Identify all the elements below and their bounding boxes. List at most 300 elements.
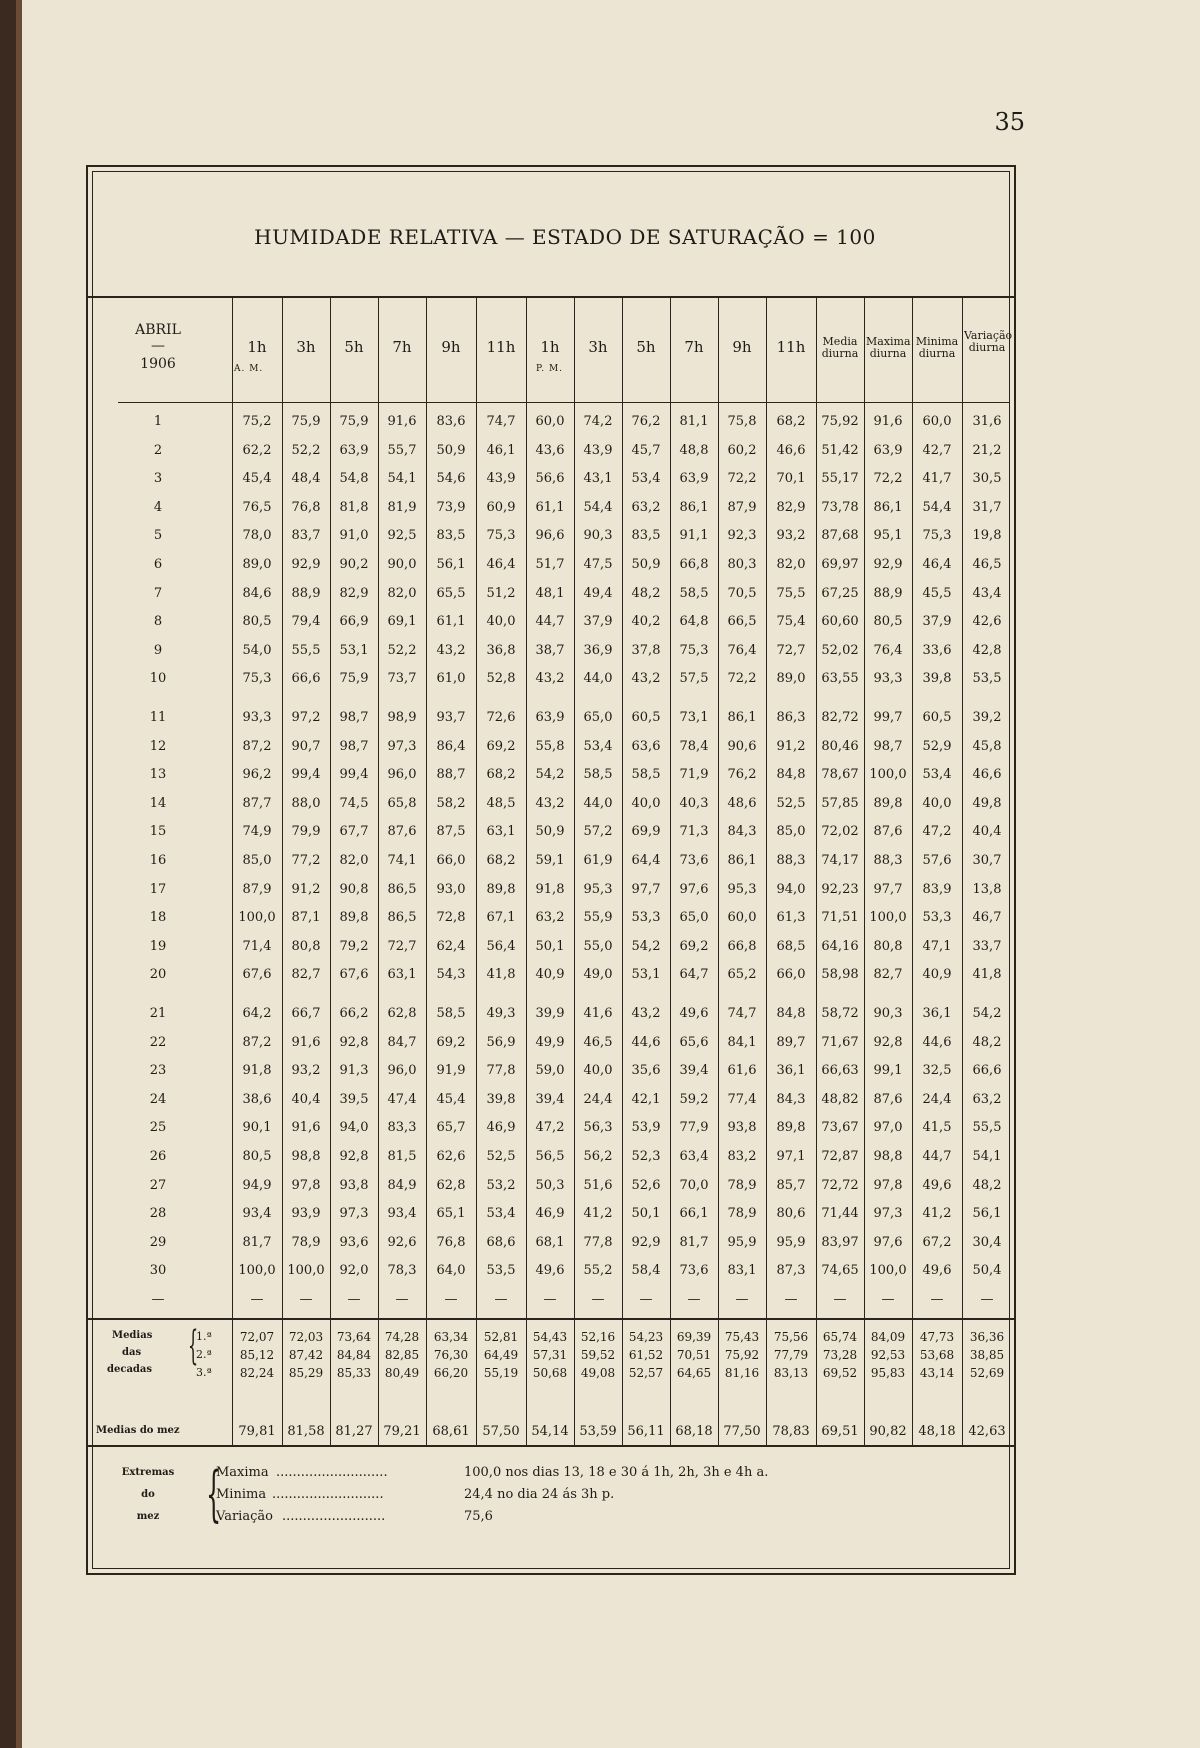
dash-cell: — xyxy=(347,1292,361,1307)
table-cell: 87,2 xyxy=(242,738,272,754)
table-cell: 67,7 xyxy=(339,824,369,840)
table-cell: 89,0 xyxy=(242,557,272,572)
table-cell: 75,3 xyxy=(922,528,952,544)
decade-cell: 64,65 xyxy=(676,1366,712,1380)
table-cell: 90,7 xyxy=(291,738,321,754)
table-cell: 73,6 xyxy=(679,1263,709,1279)
decade-cell: 38,85 xyxy=(969,1348,1005,1362)
table-cell: 93,8 xyxy=(339,1177,369,1193)
day-number: 4 xyxy=(153,499,163,515)
table-cell: 68,5 xyxy=(776,938,806,954)
table-cell: 30,5 xyxy=(972,471,1002,487)
table-cell: 82,7 xyxy=(873,967,903,983)
table-cell: 97,2 xyxy=(291,710,321,725)
table-cell: 58,5 xyxy=(436,1006,466,1021)
table-cell: 39,5 xyxy=(339,1091,369,1107)
table-cell: 97,3 xyxy=(339,1206,369,1222)
table-cell: 100,0 xyxy=(869,1263,907,1279)
table-cell: 75,4 xyxy=(776,614,806,630)
table-cell: 49,3 xyxy=(486,1006,516,1021)
table-cell: 92,5 xyxy=(387,528,417,544)
table-cell: 64,4 xyxy=(631,853,661,868)
table-cell: 46,6 xyxy=(776,442,806,458)
day-number: 28 xyxy=(149,1206,167,1222)
table-cell: 56,4 xyxy=(486,938,516,954)
table-cell: 45,8 xyxy=(972,738,1002,754)
table-cell: 87,1 xyxy=(291,910,321,926)
decade-cell: 50,68 xyxy=(532,1366,568,1380)
month-mean-cell: 53,59 xyxy=(579,1424,617,1439)
day-number: 19 xyxy=(149,938,167,954)
table-cell: 93,3 xyxy=(242,710,272,725)
table-cell: 71,44 xyxy=(821,1206,859,1222)
table-cell: 65,7 xyxy=(436,1120,466,1136)
table-cell: 32,5 xyxy=(922,1063,952,1079)
table-cell: 31,7 xyxy=(972,499,1002,515)
table-cell: 74,2 xyxy=(583,414,613,429)
table-cell: 81,1 xyxy=(679,414,709,429)
table-cell: 39,4 xyxy=(679,1063,709,1079)
table-cell: 48,1 xyxy=(535,585,565,601)
table-cell: 56,9 xyxy=(486,1034,516,1050)
table-cell: 72,2 xyxy=(727,471,757,487)
header-rule xyxy=(118,402,1010,403)
table-cell: 39,8 xyxy=(486,1091,516,1107)
table-cell: 54,1 xyxy=(972,1149,1002,1164)
table-cell: 96,2 xyxy=(242,767,272,783)
table-cell: 57,6 xyxy=(922,853,952,868)
day-number: 16 xyxy=(149,853,167,868)
hour-header: 9h xyxy=(732,338,752,356)
table-cell: 38,7 xyxy=(535,642,565,658)
table-cell: 53,4 xyxy=(922,767,952,783)
table-cell: 63,55 xyxy=(821,671,859,687)
table-cell: 50,1 xyxy=(535,938,565,954)
table-cell: 72,2 xyxy=(873,471,903,487)
day-number: 3 xyxy=(153,471,163,487)
table-cell: 43,4 xyxy=(972,585,1002,601)
dash-cell: — xyxy=(687,1292,701,1307)
table-cell: 80,8 xyxy=(873,938,903,954)
table-cell: 91,6 xyxy=(291,1120,321,1136)
day-number: 1 xyxy=(153,414,163,429)
table-cell: 59,1 xyxy=(535,853,565,868)
day-number: 27 xyxy=(149,1177,167,1193)
table-cell: 48,4 xyxy=(291,471,321,487)
book-spine xyxy=(0,0,16,1748)
decade-cell: 74,28 xyxy=(384,1330,420,1344)
table-cell: 64,0 xyxy=(436,1263,466,1279)
decade-cell: 66,20 xyxy=(433,1366,469,1380)
dash-cell: — xyxy=(833,1292,847,1307)
table-cell: 55,0 xyxy=(583,938,613,954)
decades-label-1: Medias xyxy=(112,1330,153,1341)
table-cell: 41,2 xyxy=(922,1206,952,1222)
table-cell: 44,6 xyxy=(631,1034,661,1050)
table-cell: 65,8 xyxy=(387,795,417,811)
dash-cell: — xyxy=(735,1292,749,1307)
table-cell: 53,2 xyxy=(486,1177,516,1193)
table-cell: 97,6 xyxy=(679,881,709,897)
day-number: 9 xyxy=(153,642,163,658)
table-cell: 63,2 xyxy=(631,499,661,515)
table-cell: 66,5 xyxy=(727,614,757,630)
table-cell: 49,6 xyxy=(679,1006,709,1021)
table-cell: 89,0 xyxy=(776,671,806,687)
table-cell: 53,4 xyxy=(486,1206,516,1222)
decade-cell: 85,29 xyxy=(288,1366,324,1380)
decade-cell: 47,73 xyxy=(919,1330,955,1344)
month-mean-cell: 42,63 xyxy=(968,1424,1006,1439)
table-cell: 54,1 xyxy=(387,471,417,487)
table-cell: 48,6 xyxy=(727,795,757,811)
table-cell: 41,7 xyxy=(922,471,952,487)
decade-cell: 59,52 xyxy=(580,1348,616,1362)
table-cell: 98,9 xyxy=(387,710,417,725)
table-cell: 68,1 xyxy=(535,1234,565,1250)
decade-cell: 76,30 xyxy=(433,1348,469,1362)
table-cell: 40,4 xyxy=(972,824,1002,840)
table-cell: 40,2 xyxy=(631,614,661,630)
day-number: 21 xyxy=(149,1006,167,1021)
table-cell: 90,1 xyxy=(242,1120,272,1136)
table-cell: 79,2 xyxy=(339,938,369,954)
day-number: 20 xyxy=(149,967,167,983)
table-cell: 82,9 xyxy=(776,499,806,515)
table-cell: 92,9 xyxy=(291,557,321,572)
table-cell: 72,87 xyxy=(821,1149,859,1164)
table-cell: 68,2 xyxy=(776,414,806,429)
table-cell: 73,6 xyxy=(679,853,709,868)
decade-cell: 49,08 xyxy=(580,1366,616,1380)
table-cell: 92,8 xyxy=(339,1034,369,1050)
hour-header: 3h xyxy=(588,338,608,356)
table-cell: 67,25 xyxy=(821,585,859,601)
table-cell: 88,3 xyxy=(776,853,806,868)
table-cell: 51,42 xyxy=(821,442,859,458)
hour-header: 11h xyxy=(776,338,806,356)
table-cell: 99,4 xyxy=(339,767,369,783)
table-cell: 90,3 xyxy=(873,1006,903,1021)
table-cell: 60,60 xyxy=(821,614,859,630)
table-cell: 55,5 xyxy=(972,1120,1002,1136)
hour-header: 1h xyxy=(247,338,267,356)
table-cell: 64,7 xyxy=(679,967,709,983)
day-number: 11 xyxy=(149,710,167,725)
table-cell: 75,92 xyxy=(821,414,859,429)
table-cell: 67,1 xyxy=(486,910,516,926)
dash-cell: — xyxy=(930,1292,944,1307)
table-cell: 40,0 xyxy=(922,795,952,811)
table-cell: 60,2 xyxy=(727,442,757,458)
table-cell: 58,2 xyxy=(436,795,466,811)
table-cell: 75,5 xyxy=(776,585,806,601)
table-cell: 57,2 xyxy=(583,824,613,840)
month-mean-cell: 79,21 xyxy=(383,1424,421,1439)
table-cell: 100,0 xyxy=(238,1263,276,1279)
table-cell: 54,4 xyxy=(583,499,613,515)
table-cell: 46,9 xyxy=(535,1206,565,1222)
table-cell: 54,3 xyxy=(436,967,466,983)
table-cell: 60,5 xyxy=(922,710,952,725)
table-cell: 74,7 xyxy=(727,1006,757,1021)
table-cell: 66,6 xyxy=(972,1063,1002,1079)
table-cell: 92,9 xyxy=(873,557,903,572)
table-cell: 49,8 xyxy=(972,795,1002,811)
table-cell: 62,8 xyxy=(387,1006,417,1021)
table-cell: 91,6 xyxy=(291,1034,321,1050)
year-label: 1906 xyxy=(140,356,176,372)
decade-label: 1.ª xyxy=(196,1330,212,1343)
table-cell: 39,2 xyxy=(972,710,1002,725)
table-cell: 63,2 xyxy=(972,1091,1002,1107)
table-cell: 69,2 xyxy=(679,938,709,954)
table-cell: 91,9 xyxy=(436,1063,466,1079)
day-number: 30 xyxy=(149,1263,167,1279)
table-cell: 39,4 xyxy=(535,1091,565,1107)
table-cell: 37,9 xyxy=(583,614,613,630)
table-cell: 30,7 xyxy=(972,853,1002,868)
day-number: 26 xyxy=(149,1149,167,1164)
month-mean-cell: 81,58 xyxy=(287,1424,325,1439)
table-cell: 90,8 xyxy=(339,881,369,897)
table-cell: 89,7 xyxy=(776,1034,806,1050)
month-mean-cell: 78,83 xyxy=(772,1424,810,1439)
month-mean-cell: 68,18 xyxy=(675,1424,713,1439)
table-cell: 39,8 xyxy=(922,671,952,687)
extreme-min-dots: ........................... xyxy=(272,1487,384,1502)
table-cell: 62,4 xyxy=(436,938,466,954)
table-cell: 75,3 xyxy=(486,528,516,544)
table-cell: 92,3 xyxy=(727,528,757,544)
day-number: 6 xyxy=(153,557,163,572)
table-cell: 86,5 xyxy=(387,881,417,897)
hour-header: 9h xyxy=(441,338,461,356)
table-cell: 65,0 xyxy=(679,910,709,926)
table-cell: 98,7 xyxy=(339,710,369,725)
table-cell: 50,9 xyxy=(535,824,565,840)
table-cell: 72,6 xyxy=(486,710,516,725)
extreme-var-dots: ......................... xyxy=(282,1509,386,1524)
table-cell: 42,7 xyxy=(922,442,952,458)
table-cell: 43,6 xyxy=(535,442,565,458)
table-cell: 99,4 xyxy=(291,767,321,783)
table-cell: 66,0 xyxy=(436,853,466,868)
table-cell: 78,3 xyxy=(387,1263,417,1279)
table-cell: 82,0 xyxy=(387,585,417,601)
table-cell: 33,7 xyxy=(972,938,1002,954)
table-cell: 43,2 xyxy=(535,795,565,811)
table-cell: 74,1 xyxy=(387,853,417,868)
table-cell: 83,5 xyxy=(436,528,466,544)
day-number: 14 xyxy=(149,795,167,811)
table-cell: 40,4 xyxy=(291,1091,321,1107)
table-cell: 78,0 xyxy=(242,528,272,544)
table-cell: 46,4 xyxy=(486,557,516,572)
table-cell: 54,2 xyxy=(631,938,661,954)
month-mean-cell: 48,18 xyxy=(918,1424,956,1439)
table-cell: 41,2 xyxy=(583,1206,613,1222)
table-cell: 86,1 xyxy=(727,710,757,725)
decade-cell: 54,23 xyxy=(628,1330,664,1344)
title-rule xyxy=(88,296,1014,298)
decade-cell: 87,42 xyxy=(288,1348,324,1362)
table-cell: 56,6 xyxy=(535,471,565,487)
table-cell: 40,9 xyxy=(922,967,952,983)
table-cell: 66,63 xyxy=(821,1063,859,1079)
table-cell: 48,2 xyxy=(631,585,661,601)
table-cell: 52,9 xyxy=(922,738,952,754)
table-cell: 73,7 xyxy=(387,671,417,687)
table-cell: 77,9 xyxy=(679,1120,709,1136)
decade-cell: 52,81 xyxy=(483,1330,519,1344)
table-cell: 49,6 xyxy=(922,1177,952,1193)
table-cell: 54,2 xyxy=(535,767,565,783)
table-cell: 61,0 xyxy=(436,671,466,687)
day-number: 17 xyxy=(149,881,167,897)
day-number: 10 xyxy=(149,671,167,687)
table-cell: 78,9 xyxy=(727,1206,757,1222)
table-cell: 56,1 xyxy=(972,1206,1002,1222)
table-cell: 80,6 xyxy=(776,1206,806,1222)
day-number: 8 xyxy=(153,614,163,630)
table-cell: 93,0 xyxy=(436,881,466,897)
decade-cell: 70,51 xyxy=(676,1348,712,1362)
decade-label: 2.ª xyxy=(196,1348,212,1361)
table-cell: 66,8 xyxy=(727,938,757,954)
table-cell: 41,5 xyxy=(922,1120,952,1136)
table-title: HUMIDADE RELATIVA — ESTADO DE SATURAÇÃO = 100 xyxy=(254,225,876,249)
table-cell: 72,7 xyxy=(387,938,417,954)
table-cell: 97,7 xyxy=(873,881,903,897)
table-cell: 46,9 xyxy=(486,1120,516,1136)
table-cell: 93,8 xyxy=(727,1120,757,1136)
table-cell: 82,0 xyxy=(339,853,369,868)
table-cell: 75,3 xyxy=(242,671,272,687)
table-cell: 87,9 xyxy=(727,499,757,515)
table-cell: 63,9 xyxy=(535,710,565,725)
table-cell: 30,4 xyxy=(972,1234,1002,1250)
table-cell: 43,2 xyxy=(631,1006,661,1021)
table-cell: 87,6 xyxy=(873,1091,903,1107)
table-cell: 54,2 xyxy=(972,1006,1002,1021)
decade-cell: 69,52 xyxy=(822,1366,858,1380)
table-cell: 98,7 xyxy=(339,738,369,754)
table-cell: 55,5 xyxy=(291,642,321,658)
table-cell: 63,2 xyxy=(535,910,565,926)
month-mean-cell: 79,81 xyxy=(238,1424,276,1439)
table-cell: 95,9 xyxy=(727,1234,757,1250)
table-cell: 52,5 xyxy=(776,795,806,811)
table-cell: 61,1 xyxy=(535,499,565,515)
table-cell: 66,9 xyxy=(339,614,369,630)
table-cell: 57,5 xyxy=(679,671,709,687)
extreme-max-name: Maxima xyxy=(216,1465,269,1480)
table-cell: 97,6 xyxy=(873,1234,903,1250)
table-cell: 91,8 xyxy=(242,1063,272,1079)
table-cell: 43,2 xyxy=(535,671,565,687)
dash-cell: — xyxy=(881,1292,895,1307)
decade-cell: 92,53 xyxy=(870,1348,906,1362)
table-cell: 87,2 xyxy=(242,1034,272,1050)
table-cell: 87,6 xyxy=(387,824,417,840)
table-cell: 72,72 xyxy=(821,1177,859,1193)
summary-header: Variação diurna xyxy=(964,329,1013,354)
decade-cell: 73,28 xyxy=(822,1348,858,1362)
decade-cell: 72,03 xyxy=(288,1330,324,1344)
decades-label-2: das xyxy=(122,1347,142,1358)
day-number: 24 xyxy=(149,1091,167,1107)
table-cell: 69,2 xyxy=(486,738,516,754)
extremes-label-1: Extremas xyxy=(121,1467,175,1478)
decades-label-3: decadas xyxy=(107,1364,153,1375)
table-cell: 36,1 xyxy=(922,1006,952,1021)
month-mean-cell: 54,14 xyxy=(531,1424,569,1439)
table-cell: 66,1 xyxy=(679,1206,709,1222)
table-cell: 94,0 xyxy=(339,1120,369,1136)
table-cell: 62,6 xyxy=(436,1149,466,1164)
table-cell: 82,72 xyxy=(821,710,859,725)
table-cell: 52,02 xyxy=(821,642,859,658)
table-cell: 75,3 xyxy=(679,642,709,658)
dash-cell: — xyxy=(543,1292,557,1307)
table-cell: 60,0 xyxy=(727,910,757,926)
table-cell: 56,5 xyxy=(535,1149,565,1164)
decade-cell: 82,85 xyxy=(384,1348,420,1362)
table-cell: 91,2 xyxy=(291,881,321,897)
table-cell: 47,2 xyxy=(535,1120,565,1136)
hour-header: 3h xyxy=(296,338,316,356)
table-cell: 84,8 xyxy=(776,1006,806,1021)
table-cell: 49,6 xyxy=(922,1263,952,1279)
month-mean-cell: 77,50 xyxy=(723,1424,761,1439)
table-cell: 73,1 xyxy=(679,710,709,725)
table-cell: 46,6 xyxy=(972,767,1002,783)
table-cell: 74,7 xyxy=(486,414,516,429)
day-number: 22 xyxy=(149,1034,167,1050)
table-cell: 61,9 xyxy=(583,853,613,868)
table-cell: 87,7 xyxy=(242,795,272,811)
month-means-rule xyxy=(88,1445,1014,1447)
table-cell: 91,6 xyxy=(873,414,903,429)
table-cell: 36,1 xyxy=(776,1063,806,1079)
table-cell: 99,7 xyxy=(873,710,903,725)
table-cell: 74,65 xyxy=(821,1263,859,1279)
table-cell: 64,16 xyxy=(821,938,859,954)
table-cell: 40,0 xyxy=(583,1063,613,1079)
dash-cell: — xyxy=(444,1292,458,1307)
table-cell: 62,2 xyxy=(242,442,272,458)
summary-header: Minima diurna xyxy=(915,335,959,360)
table-cell: 45,4 xyxy=(242,471,272,487)
day-number: 23 xyxy=(149,1063,167,1079)
table-cell: 77,4 xyxy=(727,1091,757,1107)
table-cell: 86,4 xyxy=(436,738,466,754)
table-cell: 81,9 xyxy=(387,499,417,515)
month-label: ABRIL xyxy=(135,322,181,338)
month-mean-cell: 56,11 xyxy=(627,1424,665,1439)
dash-cell: — xyxy=(494,1292,508,1307)
table-cell: 44,6 xyxy=(922,1034,952,1050)
table-cell: 48,2 xyxy=(972,1034,1002,1050)
table-cell: 89,8 xyxy=(339,910,369,926)
decade-cell: 77,79 xyxy=(773,1348,809,1362)
decade-cell: 80,49 xyxy=(384,1366,420,1380)
table-cell: 53,3 xyxy=(922,910,952,926)
day-number: 7 xyxy=(153,585,163,601)
table-cell: 50,1 xyxy=(631,1206,661,1222)
table-cell: 40,9 xyxy=(535,967,565,983)
